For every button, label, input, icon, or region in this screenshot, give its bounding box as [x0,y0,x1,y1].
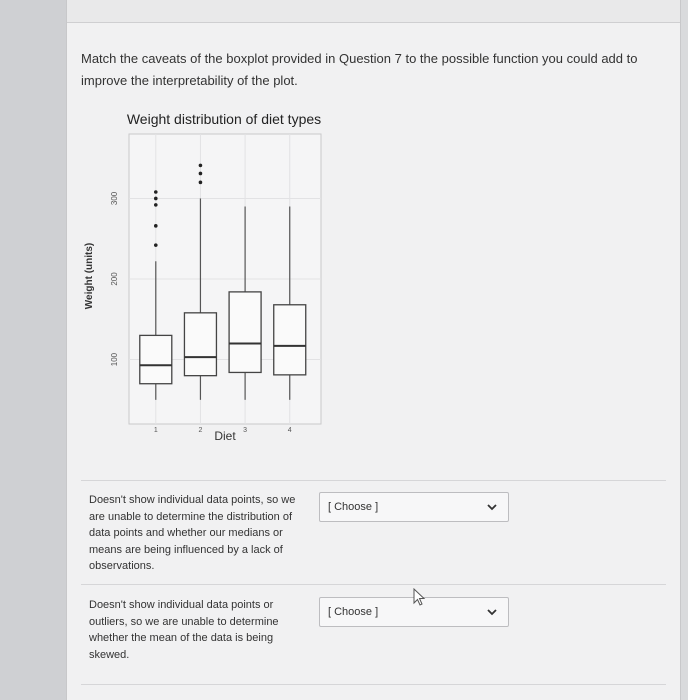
x-tick-label: 4 [287,427,292,434]
boxplot-svg [79,106,349,451]
question-prompt: Match the caveats of the boxplot provided in Question 7 to the possible function you could add to improve the interpretability of the plot. [81,51,638,88]
x-tick-label: 2 [198,427,203,434]
mouse-cursor-icon [412,588,428,608]
background-left-edge [0,0,66,700]
divider-1 [81,480,666,481]
card-header-strip [67,0,680,23]
chevron-down-icon [486,501,498,513]
outlier-point [154,243,158,247]
box-iqr [274,305,306,375]
box-iqr [140,335,172,383]
question-card [66,0,681,700]
box-iqr [184,313,216,376]
y-axis-label: Weight (units) [84,242,95,310]
chevron-down-icon [486,606,498,618]
dropdown-label-2: [ Choose ] [328,606,379,618]
divider-2 [81,584,666,585]
outlier-point [199,164,203,168]
dropdown-label-1: [ Choose ] [328,501,379,513]
box-iqr [229,292,261,373]
y-tick-label: 200 [110,272,119,286]
x-tick-label: 3 [243,427,248,434]
y-tick-label: 100 [110,352,119,367]
divider-3 [81,684,666,685]
x-axis-label: Diet [214,429,236,443]
boxplot-figure [79,106,349,451]
outlier-point [154,190,158,194]
outlier-point [199,181,203,185]
choose-dropdown-1[interactable] [319,492,509,522]
caveat-text-2: Doesn't show individual data points or outliers, so we are unable to determine whether the mean of the data is being skewed. [89,599,279,661]
caveat-text-1: Doesn't show individual data points, so we are unable to determine the distribution of data points and whether our medians or means are being influenced by a lack of observations. [89,494,296,572]
chart-title: Weight distribution of diet types [126,111,322,127]
outlier-point [154,224,158,228]
outlier-point [154,197,158,201]
x-tick-label: 1 [153,427,158,434]
outlier-point [154,203,158,207]
outlier-point [199,172,203,176]
y-tick-label: 300 [110,191,119,206]
